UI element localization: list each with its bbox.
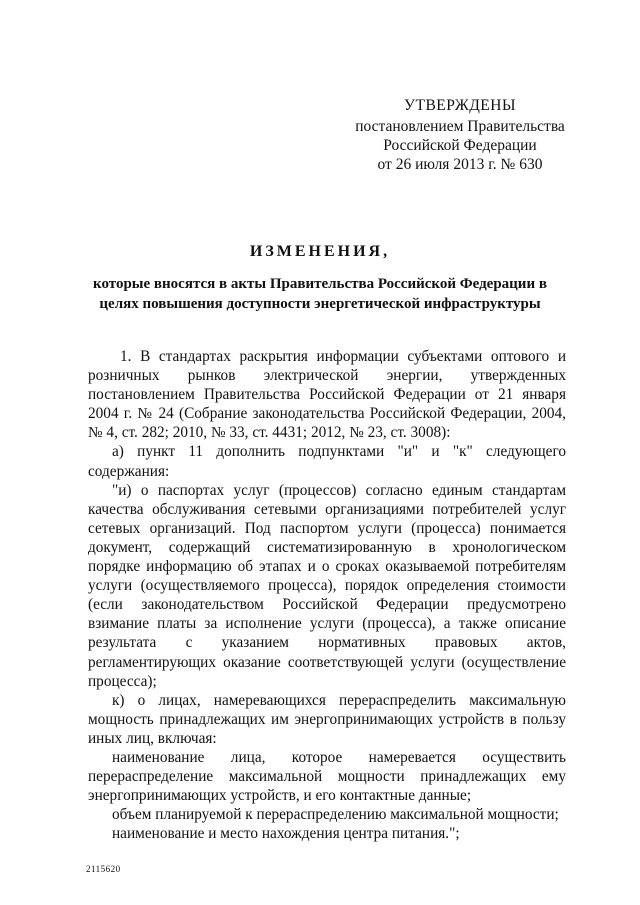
paragraph-1: 1. В стандартах раскрытия информации субъектами оптового и розничных рынков электрической энергии, утвержденных постановлением Правительства Российской Федерации от 21 января 2004 г. № 24 (Собрание законодательства Российской Федерации, 2004, № 4, ст. 282; 2010, № 33, ст. 4431; 2012, № 23, ст. 3008): [88, 348, 566, 442]
paragraph-6: объем планируемой к перераспределению максимальной мощности; [112, 806, 559, 824]
approval-line-1: постановлением Правительства [355, 118, 565, 135]
approval-block [344, 96, 576, 174]
paragraph-5: наименование лица, которое намеревается осуществить перераспределение максимальной мощности принадлежащих ему энергопринимающих устройств, и его контактные данные; [88, 748, 566, 805]
paragraph-7: наименование и место нахождения центра питания."; [112, 825, 460, 843]
approval-line-2: Российской Федерации [383, 137, 537, 154]
approval-line-3: от 26 июля 2013 г. № 630 [377, 156, 543, 173]
paragraph-3: "и) о паспортах услуг (процессов) согласно единым стандартам качества обслуживания сетевыми организациями потребителей услуг сетевых организаций. Под паспортом услуги (процесса) понимается документ, содержащий систематизированную в хронологическом порядке информацию об этапах и о сроках оказываемой потребителям услуги (осуществляемого процесса), порядок определения стоимости (если законодательством Российской Федерации предусмотрено взимание платы за исполнение услуги (процесса), а также описание результата с указанием нормативных правовых актов, регламентирующих оказание соответствующей услуги (осуществление процесса); [88, 481, 566, 690]
document-body [88, 347, 566, 843]
document-title: ИЗМЕНЕНИЯ, [249, 243, 391, 260]
paragraph-2: а) пункт 11 дополнить подпунктами "и" и "к" следующего содержания: [88, 443, 566, 480]
document-subtitle: которые вносятся в акты Правительства Российской Федерации в целях повышения доступности энергетической инфраструктуры [93, 276, 547, 312]
paragraph-4: к) о лицах, намеревающихся перераспределить максимальную мощность принадлежащих им энергопринимающих устройств в пользу иных лиц, включая: [88, 691, 566, 747]
footer-document-code: 2115620 [86, 864, 121, 874]
approval-heading: УТВЕРЖДЕНЫ [404, 97, 516, 114]
